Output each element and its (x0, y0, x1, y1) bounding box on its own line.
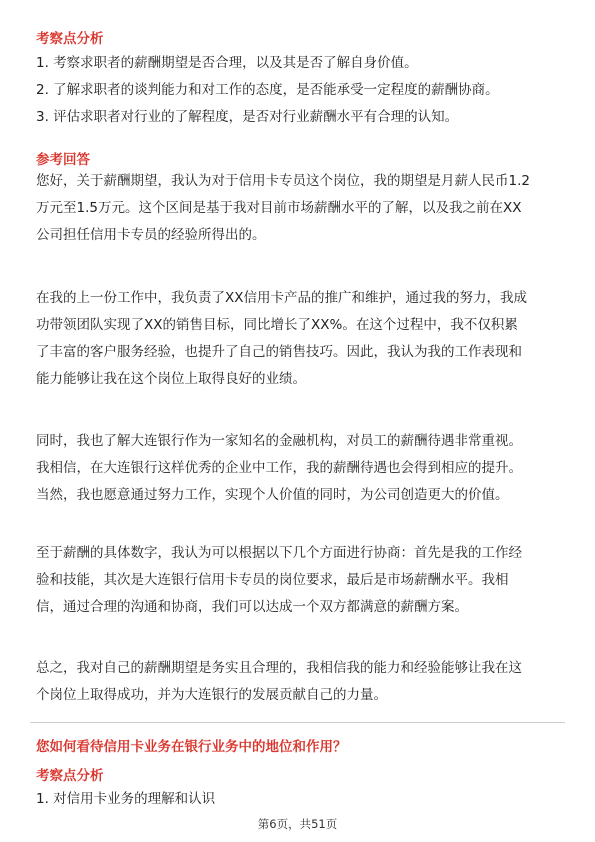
page-footer: 第6页，共51页 (257, 817, 338, 831)
paragraph-line: 总之，我对自己的薪酬期望是务实且合理的，我相信我的能力和经验能够让我在这 (36, 660, 522, 676)
section-divider (30, 722, 565, 723)
analysis-point-1: 1. 考察求职者的薪酬期望是否合理，以及其是否了解自身价值。 (36, 55, 418, 71)
paragraph-line: 公司担任信用卡专员的经验所得出的。 (36, 227, 266, 243)
paragraph-line: 能力能够让我在这个岗位上取得良好的业绩。 (36, 371, 306, 387)
answer-paragraph-1 (36, 168, 560, 249)
paragraph-line: 当然，我也愿意通过努力工作，实现个人价值的同时，为公司创造更大的价值。 (36, 487, 509, 503)
paragraph-line: 在我的上一份工作中，我负责了XX信用卡产品的推广和维护，通过我的努力，我成 (36, 290, 527, 306)
answer-paragraph-2 (36, 285, 560, 393)
paragraph-line: 万元至1.5万元。这个区间是基于我对目前市场薪酬水平的了解，以及我之前在XX (36, 200, 522, 216)
paragraph-line: 我相信，在大连银行这样优秀的企业中工作，我的薪酬待遇也会得到相应的提升。 (36, 460, 522, 476)
answer-paragraph-3 (36, 428, 560, 509)
analysis-point-2: 2. 了解求职者的谈判能力和对工作的态度，是否能承受一定程度的薪酬协商。 (36, 82, 499, 98)
paragraph-line: 至于薪酬的具体数字，我认为可以根据以下几个方面进行协商：首先是我的工作经 (36, 545, 522, 561)
paragraph-line: 信，通过合理的沟通和协商，我们可以达成一个双方都满意的薪酬方案。 (36, 599, 468, 615)
paragraph-line: 您好，关于薪酬期望，我认为对于信用卡专员这个岗位，我的期望是月薪人民币1.2 (36, 173, 530, 189)
paragraph-line: 了丰富的客户服务经验，也提升了自己的销售技巧。因此，我认为我的工作表现和 (36, 344, 522, 360)
paragraph-line: 功带领团队实现了XX的销售目标，同比增长了XX%。在这个过程中，我不仅积累 (36, 317, 518, 333)
question-title: 您如何看待信用卡业务在银行业务中的地位和作用？ (36, 739, 347, 755)
answer-paragraph-4 (36, 540, 560, 621)
answer-paragraph-5 (36, 655, 560, 709)
section-heading-answer: 参考回答 (36, 152, 90, 168)
analysis-point-3: 3. 评估求职者对行业的了解程度，是否对行业薪酬水平有合理的认知。 (36, 109, 459, 125)
section-heading-analysis-2: 考察点分析 (36, 768, 104, 784)
analysis-point-q2-1: 1. 对信用卡业务的理解和认识 (36, 791, 216, 807)
paragraph-line: 验和技能，其次是大连银行信用卡专员的岗位要求，最后是市场薪酬水平。我相 (36, 572, 509, 588)
section-heading-analysis: 考察点分析 (36, 31, 104, 47)
paragraph-line: 同时，我也了解大连银行作为一家知名的金融机构，对员工的薪酬待遇非常重视。 (36, 433, 522, 449)
paragraph-line: 个岗位上取得成功，并为大连银行的发展贡献自己的力量。 (36, 687, 387, 703)
